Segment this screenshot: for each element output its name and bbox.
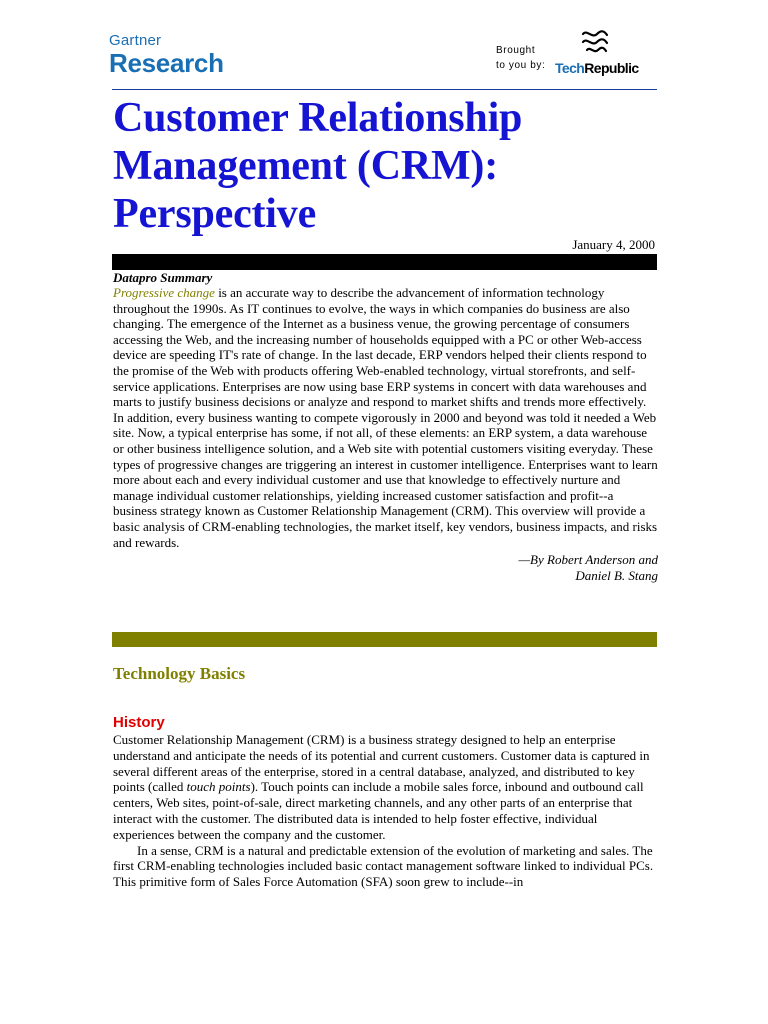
summary-top-bar [112,254,657,270]
brought-line-2: to you by: [496,60,546,71]
document-date: January 4, 2000 [572,237,655,252]
summary-heading: Datapro Summary [113,270,213,285]
history-paragraph-2: In a sense, CRM is a natural and predictable extension of the evolution of marketing and sales. The first CRM-enabling technologies included basic contact management software linked to individual PCs. This primitive form of Sales Force Automation (SFA) soon grew to include--in [113,842,654,890]
summary-byline [113,552,658,584]
history-p1-part-a: Customer Relationship Management (CRM) is a business strategy designed to help an enterprise understand and anticipate the needs of its potential and current customers. Customer data is captured in several different areas of the enterprise, stored in a central database, analyzed, and distributed to key points (called [113,732,650,795]
brought-line-1: Brought [496,45,536,56]
document-title: Customer Relationship Management (CRM): Perspective [113,95,523,237]
section-divider-bar [112,632,657,647]
techrepublic-logo [555,28,657,78]
history-paragraph-1 [113,732,658,843]
brought-to-you-by [496,43,545,73]
header-divider [112,89,657,90]
summary-lead-phrase: Progressive change [113,285,215,300]
tr-tech-text: Tech [555,60,585,76]
tr-republic-text: Republic [584,60,639,76]
byline-line-2: Daniel B. Stang [575,568,658,584]
history-section [113,732,658,890]
touch-points-term: touch points [186,779,251,795]
logo-gartner-text: Gartner [109,32,162,49]
history-heading: History [113,714,165,731]
page-header [0,0,768,92]
logo-research-text: Research [109,48,224,78]
history-p1-part-b: ). Touch points can include a mobile sales force, inbound and outbound call centers, Web sites, point-of-sale, direct marketing channels, and any other parts of an enterprise that interact with the customer. The distributed data is intended to help foster effective, individual experiences between the company and the customer. [113,779,644,842]
techrepublic-wordmark [555,60,639,76]
summary-text: is an accurate way to describe the advancement of information technology throughout the 1990s. As IT continues to evolve, the ways in which companies do business are also changing. The emergence of the Internet as a business venue, the growing percentage of consumers accessing the Web, and the increasing number of households equipped with a PC or other Web-access device are speeding IT's rate of change. In the last decade, ERP vendors helped their clients respond to the promise of the Web with products offering Web-enabled technology, virtual storefronts, and self-service applications. Enterprises are now using base ERP systems in concert with data warehouses and marts to justify business decisions or analyze and respond to market shifts and trends more effectively. In addition, every business wanting to compete vigorously in 2000 and beyond was told it needed a Web site. Now, a typical enterprise has some, if not all, of these elements: an ERP system, a data warehouse or other business intelligence solution, and a Web site with potential customers visiting everyday. These types of progressive changes are triggering an interest in customer intelligence. Enterprises want to learn more about each and every individual customer and use that knowledge to effectively nurture and manage individual customer relationships, yielding increased customer satisfaction and profit--a business strategy known as Customer Relationship Management (CRM). This overview will provide a basic analysis of CRM-enabling technologies, the market itself, key vendors, business impacts, and risks and rewards. [113,285,658,550]
gartner-research-logo [109,33,224,77]
section-heading-technology-basics: Technology Basics [113,664,246,683]
techrepublic-wave-icon [579,28,609,58]
summary-body [113,285,658,550]
datapro-summary [113,270,658,584]
byline-line-1: —By Robert Anderson and [518,552,658,568]
